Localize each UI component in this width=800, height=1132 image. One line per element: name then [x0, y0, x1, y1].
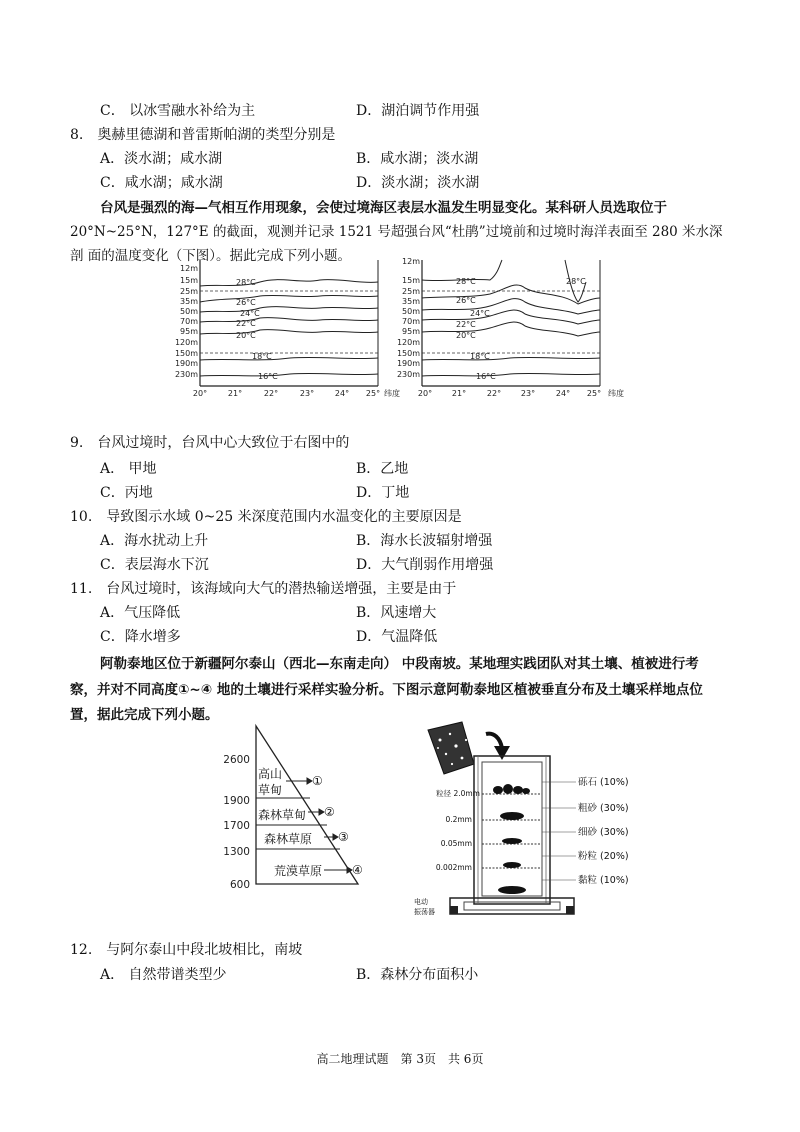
- pour-arrow-icon: [494, 746, 510, 760]
- q10-option-d: D．大气削弱作用增强: [356, 557, 494, 573]
- x-tick-label: 25°: [586, 389, 602, 398]
- x-tick-label: 24°: [555, 389, 571, 398]
- x-unit-label: 纬度: [608, 389, 624, 398]
- q11-option-a: A．气压降低: [100, 605, 181, 621]
- depth-label: 15m: [180, 276, 198, 285]
- x-tick-label: 21°: [227, 389, 243, 398]
- depth-label: 12m: [180, 264, 198, 273]
- elevation-label: 2600: [223, 754, 250, 766]
- x-unit-label: 纬度: [384, 389, 400, 398]
- depth-label: 190m: [174, 359, 198, 368]
- shaker-label: 振荡器: [414, 908, 435, 916]
- passage1-line1: 台风是强烈的海—气相互作用现象，会使过境海区表层水温发生明显变化。某科研人员选取位于: [100, 200, 667, 216]
- page-footer: 高二地理试题 第 3页 共 6页: [316, 1052, 484, 1066]
- q11-option-d: D．气温降低: [356, 629, 438, 645]
- passage2-line1: 阿勒泰地区位于新疆阿尔泰山（西北—东南走向） 中段南坡。某地理实践团队对其土壤、植被进行考: [100, 656, 699, 672]
- x-tick-label: 21°: [451, 389, 467, 398]
- particle-class-label: 黏粒 (10%): [578, 875, 629, 886]
- sample-site-label: ①: [312, 774, 323, 788]
- depth-label: 70m: [402, 317, 420, 326]
- depth-label: 50m: [180, 307, 198, 316]
- right-panel: [397, 258, 624, 398]
- q11-stem: 11. 台风过境时，该海域向大气的潜热输送增强，主要是由于: [70, 581, 457, 597]
- q11-option-b: B．风速增大: [356, 605, 437, 621]
- sieve-size-label: 0.05mm: [440, 839, 472, 848]
- depth-label: 50m: [402, 307, 420, 316]
- temperature-profile-figure: [170, 258, 630, 403]
- soil-sieve-svg: [410, 720, 630, 924]
- zone-label: 高山: [258, 767, 283, 781]
- depth-label: 25m: [180, 287, 198, 296]
- mountain-zonation-figure: [220, 718, 380, 894]
- isotherm-label: 28°C: [236, 278, 256, 287]
- isotherm-label: 24°C: [240, 309, 260, 318]
- isotherm-label: 28°C: [456, 277, 476, 286]
- passage1-line3: 剖 面的温度变化（下图）。据此完成下列小题。: [70, 248, 352, 264]
- particle-class-label: 砾石 (10%): [578, 777, 629, 788]
- q8-option-c: C．咸水湖；咸水湖: [100, 175, 223, 191]
- temperature-profile-svg: [170, 258, 630, 403]
- x-tick-label: 24°: [334, 389, 350, 398]
- sieve-size-label: 粒径 2.0mm: [436, 789, 480, 798]
- mountain-zonation-svg: [220, 718, 380, 894]
- shaker-label: 电动: [414, 898, 428, 906]
- depth-label: 25m: [402, 287, 420, 296]
- q10-option-c: C．表层海水下沉: [100, 557, 209, 573]
- isotherm-label: 20°C: [236, 331, 256, 340]
- x-tick-label: 20°: [192, 389, 208, 398]
- isotherm-label: 16°C: [476, 372, 496, 381]
- zone-label: 荒漠草原: [274, 864, 323, 878]
- particle-class-label: 粗砂 (30%): [578, 803, 629, 814]
- isotherm-label: 18°C: [470, 352, 490, 361]
- isotherm-label: 22°C: [456, 320, 476, 329]
- depth-label: 190m: [396, 359, 420, 368]
- isotherm-label: 26°C: [236, 298, 256, 307]
- q9-stem: 9. 台风过境时，台风中心大致位于右图中的: [70, 435, 350, 451]
- x-tick-label: 23°: [299, 389, 315, 398]
- sample-site-label: ②: [324, 805, 335, 819]
- isotherm-label: 16°C: [258, 372, 278, 381]
- q10-option-b: B．海水长波辐射增强: [356, 533, 493, 549]
- q9-option-c: C．丙地: [100, 485, 153, 501]
- isotherm-label: 20°C: [456, 331, 476, 340]
- passage1-line2: 20°N~25°N，127°E 的截面，观测并记录 1521 号超强台风“杜鹃”过境前和过境时海洋表面至 280 米水深: [70, 224, 723, 240]
- isotherm-label: 24°C: [470, 309, 490, 318]
- zone-label: 森林草甸: [258, 808, 307, 822]
- q9-option-d: D．丁地: [356, 485, 410, 501]
- q9-option-a: A． 甲地: [100, 461, 157, 477]
- isotherm-label: 22°C: [236, 319, 256, 328]
- depth-label: 120m: [174, 338, 198, 347]
- q12-option-a: A． 自然带谱类型少: [100, 967, 227, 983]
- depth-label: 12m: [402, 258, 420, 266]
- isotherm-label: 28°C: [566, 277, 586, 286]
- depth-label: 120m: [396, 338, 420, 347]
- q12-stem: 12. 与阿尔泰山中段北坡相比，南坡: [70, 942, 303, 958]
- q12-option-b: B．森林分布面积小: [356, 967, 479, 983]
- q7-option-c: C． 以冰雪融水补给为主: [100, 103, 256, 119]
- q7-option-d: D．湖泊调节作用强: [356, 103, 480, 119]
- depth-label: 70m: [180, 317, 198, 326]
- depth-label: 95m: [402, 327, 420, 336]
- q10-option-a: A．海水扰动上升: [100, 533, 209, 549]
- q10-stem: 10. 导致图示水域 0~25 米深度范围内水温变化的主要原因是: [70, 509, 462, 525]
- electric-shaker: [450, 898, 574, 914]
- particle-class-label: 细砂 (30%): [578, 827, 629, 838]
- elevation-label: 600: [229, 879, 250, 891]
- left-panel: [175, 260, 400, 398]
- q8-option-b: B．咸水湖；淡水湖: [356, 151, 479, 167]
- isotherm-label: 26°C: [456, 296, 476, 305]
- q9-option-b: B．乙地: [356, 461, 409, 477]
- elevation-label: 1700: [223, 820, 250, 832]
- depth-label: 230m: [174, 370, 198, 379]
- passage2-line3: 置，据此完成下列小题。: [70, 707, 219, 723]
- q8-option-d: D．淡水湖；淡水湖: [356, 175, 480, 191]
- x-tick-label: 23°: [520, 389, 536, 398]
- depth-label: 150m: [174, 349, 198, 358]
- sieve-size-label: 0.2mm: [445, 815, 472, 824]
- depth-label: 150m: [396, 349, 420, 358]
- soil-sample-bucket: [428, 722, 474, 774]
- depth-label: 15m: [402, 276, 420, 285]
- particle-class-label: 粉粒 (20%): [578, 851, 629, 862]
- zone-label: 草甸: [258, 783, 283, 797]
- x-tick-label: 22°: [263, 389, 279, 398]
- q11-option-c: C．降水增多: [100, 629, 181, 645]
- soil-sieve-figure: [410, 720, 630, 924]
- passage2-line2: 察，并对不同高度①~④ 地的土壤进行采样实验分析。下图示意阿勒泰地区植被垂直分布及土壤采样地点位: [70, 682, 703, 698]
- depth-label: 35m: [402, 297, 420, 306]
- x-tick-label: 22°: [486, 389, 502, 398]
- q8-option-a: A．淡水湖；咸水湖: [100, 151, 223, 167]
- sieve-size-label: 0.002mm: [435, 863, 472, 872]
- isotherm-label: 18°C: [252, 352, 272, 361]
- x-tick-label: 20°: [417, 389, 433, 398]
- sample-site-label: ④: [352, 863, 363, 877]
- elevation-label: 1900: [223, 795, 250, 807]
- q8-stem: 8. 奥赫里德湖和普雷斯帕湖的类型分别是: [70, 127, 336, 143]
- zone-label: 森林草原: [264, 832, 313, 846]
- x-tick-label: 25°: [365, 389, 381, 398]
- depth-label: 35m: [180, 297, 198, 306]
- sample-site-label: ③: [338, 830, 349, 844]
- depth-label: 95m: [180, 327, 198, 336]
- depth-label: 230m: [396, 370, 420, 379]
- elevation-label: 1300: [223, 846, 250, 858]
